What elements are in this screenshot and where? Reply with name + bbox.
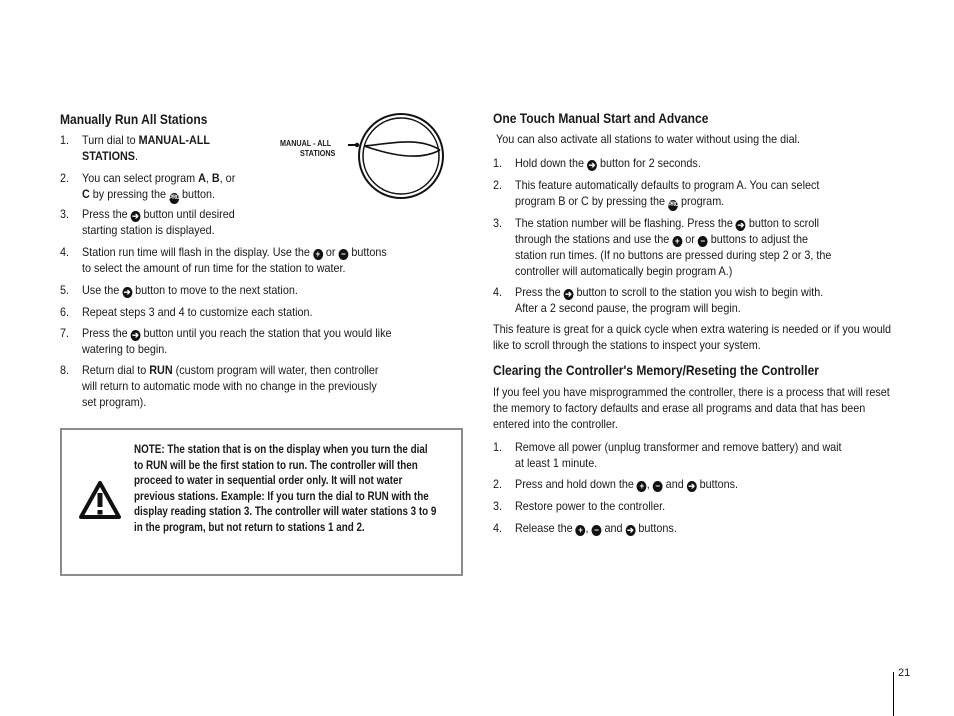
step-number: 3. — [60, 207, 70, 221]
arrow-right-icon: ➔ — [132, 330, 139, 340]
plus-icon: + — [672, 236, 682, 247]
step-number: 4. — [493, 521, 503, 535]
step-text: Return dial to RUN (custom program will water, then controller will return to automatic mode with no change in the previously set program). — [82, 363, 379, 409]
dial-label-stations: STATIONS — [300, 149, 336, 158]
step-text: Use the ➔ button to move to the next station. — [82, 283, 298, 297]
step-number: 4. — [60, 245, 70, 259]
step-text: This feature automatically defaults to program A. You can select program B or C by pressing the PRG program. — [515, 177, 819, 211]
step-number: 7. — [60, 326, 70, 340]
dial-illustration — [278, 110, 458, 202]
step-number: 1. — [493, 440, 503, 454]
step-number: 1. — [60, 133, 70, 147]
plus-icon: + — [313, 249, 323, 260]
dial-label-manual-all: MANUAL - ALL — [280, 139, 332, 148]
note-box — [60, 428, 463, 576]
page-number: 21 — [898, 667, 911, 679]
arrow-right-icon: ➔ — [123, 287, 131, 297]
minus-icon: − — [338, 249, 348, 260]
step-text: Station run time will flash in the display. Use the + or − buttons to select the amount of run time for the station to water. — [82, 245, 387, 275]
feature-text: This feature is great for a quick cycle when extra watering is needed or if you would like to scroll through the stations to inspect your system. — [493, 322, 892, 352]
step-number: 2. — [493, 477, 503, 491]
program-button-icon: PRG — [668, 200, 678, 211]
plus-icon: + — [637, 481, 647, 492]
step-number: 3. — [493, 499, 503, 513]
one-touch-intro: You can also activate all stations to water without using the dial. — [496, 132, 800, 146]
step-text: Remove all power (unplug transformer and remove battery) and wait at least 1 minute. — [515, 440, 842, 470]
step-number: 2. — [60, 171, 70, 185]
step-text: Press the ➔ button until desired starting station is displayed. — [82, 207, 235, 237]
step-text: Repeat steps 3 and 4 to customize each station. — [82, 305, 313, 319]
dial-graphic — [278, 110, 458, 202]
step-number: 3. — [493, 216, 503, 230]
step-text: Release the + , − and ➔ buttons. — [515, 521, 677, 535]
page-number-rule — [893, 672, 894, 716]
plus-icon: + — [576, 525, 586, 536]
step-text: Press the ➔ button until you reach the station that you would like watering to begin. — [82, 326, 392, 356]
step-text: Turn dial to MANUAL-ALL STATIONS. — [82, 133, 211, 163]
step-number: 8. — [60, 363, 70, 377]
note-text: NOTE: The station that is on the display when you turn the dial to RUN will be the first station to run. The controller will then proceed to water in sequential order only. It will not water previous stations. Example: If you turn the dial to RUN with the display reading station 3. The controller will water stations 3 to 9 in the program, but not return to stations 1 and 2. — [134, 442, 437, 534]
program-button-icon: PRG — [169, 193, 179, 204]
arrow-right-icon: ➔ — [565, 289, 572, 299]
arrow-right-icon: ➔ — [688, 481, 696, 491]
step-text: Press the ➔ button to scroll to the station you wish to begin with. After a 2 second pause, the program will begin. — [515, 285, 824, 315]
minus-icon: − — [653, 481, 663, 492]
step-number: 5. — [60, 283, 70, 297]
minus-icon: − — [698, 236, 708, 247]
step-number: 6. — [60, 305, 70, 319]
step-number: 1. — [493, 156, 503, 170]
step-text: Restore power to the controller. — [515, 499, 666, 513]
warning-icon — [78, 480, 122, 520]
arrow-right-icon: ➔ — [627, 525, 634, 535]
section-heading-clearing: Clearing the Controller's Memory/Reseting the Controller — [493, 362, 819, 378]
arrow-right-icon: ➔ — [588, 160, 596, 170]
minus-icon: − — [592, 525, 602, 536]
step-text: The station number will be flashing. Press the ➔ button to scroll through the stations and use the + or − buttons to adjust the station run times. (If no buttons are pressed during step 2 or 3, the controller will automatically begin program A.) — [515, 216, 832, 278]
arrow-right-icon: ➔ — [737, 220, 745, 230]
step-text: You can select program A, B, or C by pressing the PRG button. — [82, 170, 235, 204]
step-number: 2. — [493, 178, 503, 192]
step-text: Press and hold down the + , − and ➔ buttons. — [515, 477, 739, 491]
reset-intro: If you feel you have misprogrammed the controller, there is a process that will reset the memory to factory defaults and erase all programs and data that has been entered into the controller. — [493, 385, 890, 431]
section-heading-one-touch: One Touch Manual Start and Advance — [493, 110, 709, 126]
section-heading-manual-run: Manually Run All Stations — [60, 111, 208, 127]
step-text: Hold down the ➔ button for 2 seconds. — [515, 156, 701, 170]
arrow-right-icon: ➔ — [132, 211, 139, 221]
step-number: 4. — [493, 285, 503, 299]
